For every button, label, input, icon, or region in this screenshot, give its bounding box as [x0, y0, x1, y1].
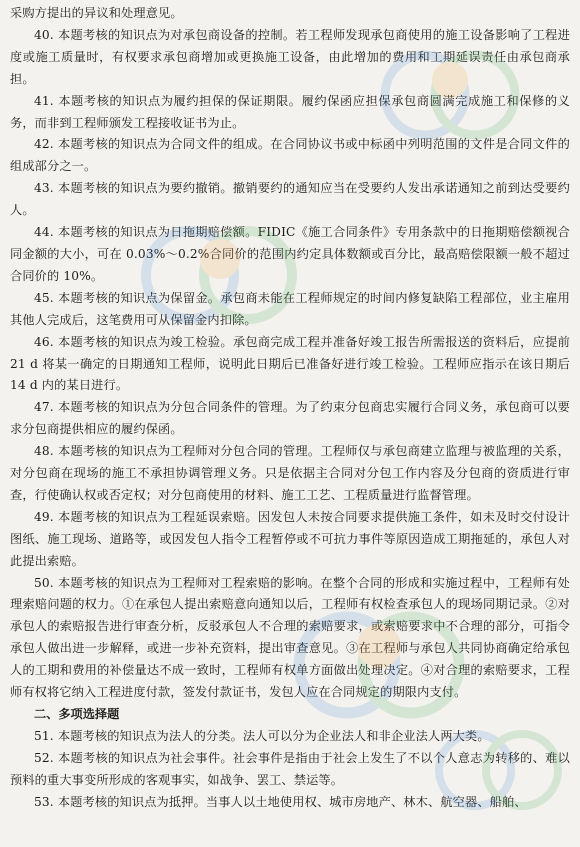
paragraph-q52: 52. 本题考核的知识点为社会事件。社会事件是指由于社会上发生了不以个人意志为转移的、难以预料的重大事变所形成的客观事实，如战争、罢工、禁运等。: [10, 750, 570, 787]
answer-explanations-multiple-choice: [10, 726, 570, 814]
paragraph-q40: 40. 本题考核的知识点为对承包商设备的控制。若工程师发现承包商使用的施工设备影响了工程进度或施工质量时，有权要求承包商增加或更换施工设备，由此增加的费用和工期延误责任由承包商承担。: [10, 27, 570, 86]
paragraph-q43: 43. 本题考核的知识点为要约撤销。撤销要约的通知应当在受要约人发出承诺通知之前到达受要约人。: [10, 181, 570, 218]
paragraph-q45: 45. 本题考核的知识点为保留金。承包商未能在工程师规定的时间内修复缺陷工程部位，业主雇用其他人完成后，这笔费用可从保留金内扣除。: [10, 290, 570, 327]
paragraph-q51: 51. 本题考核的知识点为法人的分类。法人可以分为企业法人和非企业法人两大类。: [34, 728, 490, 743]
paragraph-q41: 41. 本题考核的知识点为履约担保的保证期限。履约保函应担保承包商圆满完成施工和保修的义务，而非到工程师颁发工程接收证书为止。: [10, 93, 570, 130]
paragraph-q46: 46. 本题考核的知识点为竣工检验。承包商完成工程并准备好竣工报告所需报送的资料后，应提前 21 d 将某一确定的日期通知工程师，说明此日期后已准备好进行竣工检验。工程师应指示在该日期后 14 d 内的某日进行。: [10, 334, 570, 393]
paragraph-q42: 42. 本题考核的知识点为合同文件的组成。在合同协议书或中标函中列明范围的文件是合同文件的组成部分之一。: [10, 137, 570, 174]
paragraph-q47: 47. 本题考核的知识点为分包合同条件的管理。为了约束分包商忠实履行合同义务，承包商可以要求分包商提供相应的履约保函。: [10, 400, 570, 437]
section-heading-multiple-choice: 二、多项选择题: [34, 707, 120, 721]
paragraph-cont: 采购方提出的异议和处理意见。: [10, 6, 183, 20]
paragraph-q48: 48. 本题考核的知识点为工程师对分包合同的管理。工程师仅与承包商建立监理与被监理的关系，对分包商在现场的施工不承担协调管理义务。只是依据主合同对分包工作内容及分包商的资质进行审查，行使确认权或否定权；对分包商使用的材料、施工工艺、工程质量进行监督管理。: [10, 444, 570, 502]
paragraph-q44: 44. 本题考核的知识点为日拖期赔偿额。FIDIC《施工合同条件》专用条款中的日拖期赔偿额视合同金额的大小，可在 0.03%～0.2%合同价的范围内约定具体数额或百分比，最高赔偿限额一般不超过合同价的 10%。: [10, 225, 570, 283]
paragraph-q53: 53. 本题考核的知识点为抵押。当事人以土地使用权、城市房地产、林木、航空器、船舶、: [34, 794, 527, 809]
paragraph-q50: 50. 本题考核的知识点为工程师对工程索赔的影响。在整个合同的形成和实施过程中，工程师有处理索赔问题的权力。①在承包人提出索赔意向通知以后，工程师有权检查承包人的现场同期记录。②对承包人的索赔报告进行审查分析，反驳承包人不合理的索赔要求，或索赔要求中不合理的部分，可指令承包人做出进一步解释，或进一步补充资料，提出审查意见。③在工程师与承包人共同协商确定给承包人的工期和费用的补偿量达不成一致时，工程师有权单方面做出处理决定。④对合理的索赔要求，工程师有权将它纳入工程进度付款，签发付款证书，发包人应在合同规定的期限内支付。: [10, 575, 570, 700]
paragraph-q49: 49. 本题考核的知识点为工程延误索赔。因发包人未按合同要求提供施工条件，如未及时交付设计图纸、施工现场、道路等，或因发包人指令工程暂停或不可抗力事件等原因造成工期拖延的，承包人对此提出索赔。: [10, 509, 570, 568]
answer-explanations: [10, 3, 570, 704]
